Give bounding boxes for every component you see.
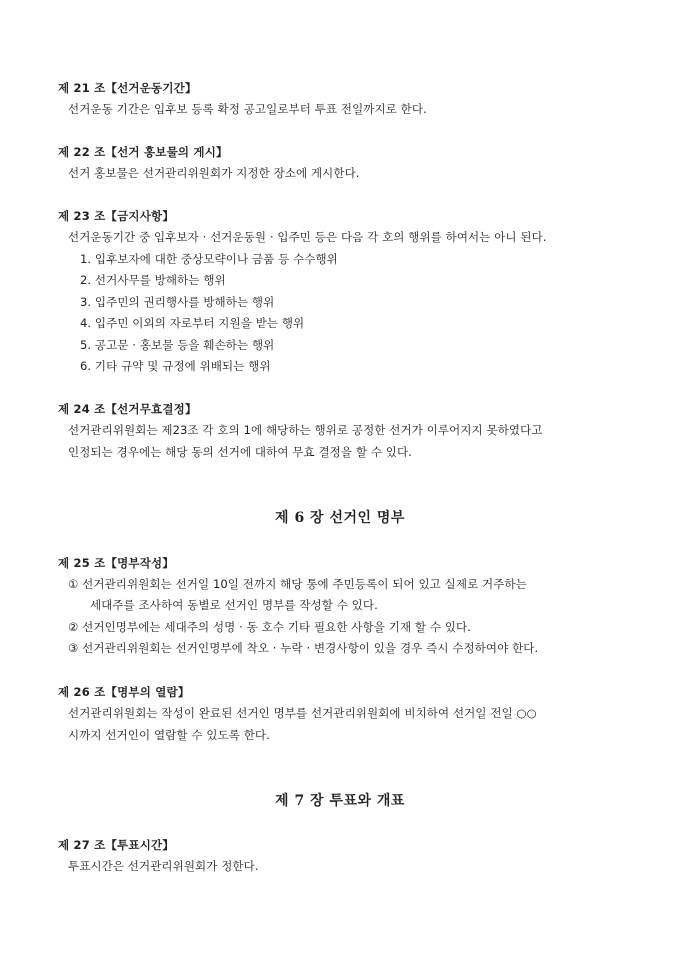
article-21-text: 선거운동 기간은 입후보 등록 확정 공고일로부터 투표 전일까지로 한다. [68,102,427,116]
article-25-item-1a: ① 선거관리위원회는 선거일 10일 전까지 해당 통에 주민등록이 되어 있고 실제로 거주하는 [68,577,527,591]
article-23-item-4: 4. 입주민 이외의 자로부터 지원을 받는 행위 [80,316,305,330]
article-24-text-2: 인정되는 경우에는 해당 동의 선거에 대하여 무효 결정을 할 수 있다. [68,445,412,459]
article-25-item-1b: 세대주를 조사하여 동별로 선거인 명부를 작성할 수 있다. [90,598,378,612]
article-26-title: 제 26 조【명부의 열람】 [58,685,190,699]
article-26-text-2: 시까지 선거인이 열람할 수 있도록 한다. [68,728,270,742]
chapter-7-heading: 제 7 장 투표와 개표 [275,793,405,809]
article-23-text: 선거운동기간 중 입후보자 · 선거운동원 · 입주민 등은 다음 각 호의 행위를 하여서는 아니 된다. [68,230,547,244]
article-24-text-1: 선거관리위원회는 제23조 각 호의 1에 해당하는 행위로 공정한 선거가 이루어지지 못하였다고 [68,423,543,437]
article-25-item-3: ③ 선거관리위원회는 선거인명부에 착오 · 누락 · 변경사항이 있을 경우 즉시 수정하여야 한다. [68,641,539,655]
article-26-text-1: 선거관리위원회는 작성이 완료된 선거인 명부를 선거관리위원회에 비치하여 선거일 전일 ○○ [68,706,537,720]
article-23-item-3: 3. 입주민의 권리행사를 방해하는 행위 [80,295,275,309]
article-25-title: 제 25 조【명부작성】 [58,556,175,570]
article-23-title: 제 23 조【금지사항】 [58,209,175,223]
article-23-item-1: 1. 입후보자에 대한 중상모략이나 금품 등 수수행위 [80,252,338,266]
article-27-title: 제 27 조【투표시간】 [58,838,175,852]
article-23-item-5: 5. 공고문 · 홍보물 등을 훼손하는 행위 [80,338,275,352]
article-23-item-6: 6. 기타 규약 및 규정에 위배되는 행위 [80,359,271,373]
article-22-title: 제 22 조【선거 홍보물의 게시】 [58,145,228,159]
article-25-item-2: ② 선거인명부에는 세대주의 성명 · 동 호수 기타 필요한 사항을 기재 할 수 있다. [68,620,472,634]
article-21-title: 제 21 조【선거운동기간】 [58,81,197,95]
article-23-item-2: 2. 선거사무를 방해하는 행위 [80,273,226,287]
article-22-text: 선거 홍보물은 선거관리위원회가 지정한 장소에 게시한다. [68,166,360,180]
article-24-title: 제 24 조【선거무효결정】 [58,402,197,416]
article-27-text: 투표시간은 선거관리위원회가 정한다. [68,859,259,873]
chapter-6-heading: 제 6 장 선거인 명부 [275,510,405,526]
